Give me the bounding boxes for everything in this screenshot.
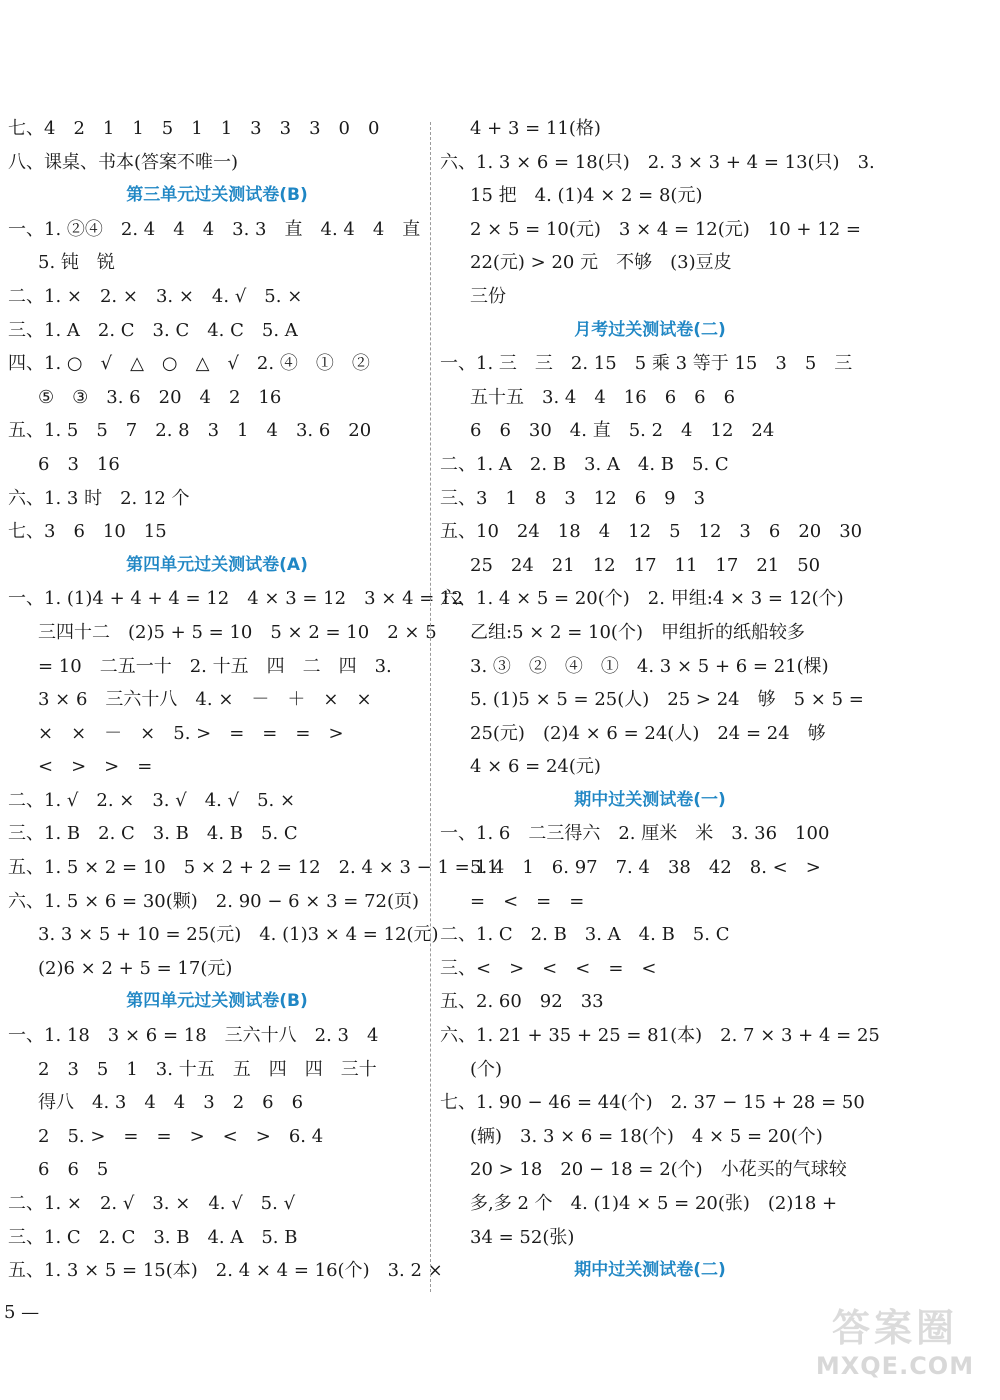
section-heading: 第三单元过关测试卷(B) [126, 185, 308, 206]
answer-line: 2 3 5 1 3. 十五 五 四 四 三十 [38, 1058, 377, 1080]
answer-line: 34 = 52(张) [470, 1226, 575, 1248]
answer-line: 5. 4 1 6. 97 7. 4 38 42 8. < > [470, 857, 821, 879]
answer-line: 一、1. 三 三 2. 15 5 乘 3 等于 15 3 5 三 [440, 353, 853, 375]
answer-line: 15 把 4. (1)4 × 2 = 8(元) [470, 185, 703, 207]
answer-line: 6 3 16 [38, 453, 120, 475]
answer-line: 2 × 5 = 10(元) 3 × 4 = 12(元) 10 + 12 = [470, 218, 861, 240]
answer-line: 六、1. 5 × 6 = 30(颗) 2. 90 − 6 × 3 = 72(页) [8, 890, 420, 912]
answer-line: 五、1. 5 × 2 = 10 5 × 2 + 2 = 12 2. 4 × 3 − 1 = 11 [8, 857, 499, 879]
answer-line: (个) [470, 1058, 503, 1080]
answer-line: 得八 4. 3 4 4 3 2 6 6 [38, 1092, 304, 1114]
section-heading: 期中过关测试卷(一) [574, 789, 726, 810]
answer-line: 六、1. 21 + 35 + 25 = 81(本) 2. 7 × 3 + 4 = 25 [440, 1025, 880, 1047]
answer-line: 一、1. 18 3 × 6 = 18 三六十八 2. 3 4 [8, 1025, 379, 1047]
answer-line: 四、1. ○ √ △ ○ △ √ 2. ④ ① ② [8, 353, 370, 375]
answer-line: 五、10 24 18 4 12 5 12 3 6 20 30 [440, 521, 863, 543]
answer-line: 三、3 1 8 3 12 6 9 3 [440, 487, 706, 509]
watermark-site-text: MXQE.COM [815, 1352, 975, 1380]
answer-line: 一、1. 6 二三得六 2. 厘米 米 3. 36 100 [440, 823, 830, 845]
answer-line: 七、3 6 10 15 [8, 521, 167, 543]
answer-line: 4 + 3 = 11(格) [470, 118, 601, 139]
answer-line: 5. 钝 锐 [38, 252, 115, 274]
answer-line: 25(元) (2)4 × 6 = 24(人) 24 = 24 够 [470, 722, 826, 744]
answer-line: 乙组:5 × 2 = 10(个) 甲组折的纸船较多 [470, 621, 805, 643]
answer-line: 三、1. C 2. C 3. B 4. A 5. B [8, 1226, 298, 1248]
answer-line: 一、1. (1)4 + 4 + 4 = 12 4 × 3 = 12 3 × 4 = 12 [8, 588, 463, 610]
answer-line: 5. (1)5 × 5 = 25(人) 25 > 24 够 5 × 5 = [470, 689, 864, 711]
answer-line: 三、1. A 2. C 3. C 4. C 5. A [8, 319, 298, 341]
watermark-logo-text: 答案圈 [831, 1306, 958, 1350]
answer-line: 二、1. × 2. √ 3. × 4. √ 5. √ [8, 1193, 296, 1214]
answer-line: 6 6 30 4. 直 5. 2 4 12 24 [470, 420, 775, 442]
answer-line: 六、1. 3 × 6 = 18(只) 2. 3 × 3 + 4 = 13(只) 3. [440, 151, 875, 173]
answer-line: 六、1. 3 时 2. 12 个 [8, 487, 190, 509]
answer-line: 八、课桌、书本(答案不唯一) [8, 151, 239, 173]
answer-line: 二、1. × 2. × 3. × 4. √ 5. × [8, 285, 303, 307]
answer-line: (2)6 × 2 + 5 = 17(元) [38, 957, 233, 979]
answer-line: 七、1. 90 − 46 = 44(个) 2. 37 − 15 + 28 = 50 [440, 1092, 865, 1114]
answer-line: 4 × 6 = 24(元) [470, 756, 601, 778]
answer-line: ⑤ ③ 3. 6 20 4 2 16 [38, 386, 282, 408]
answer-line: 25 24 21 12 17 11 17 21 50 [470, 554, 821, 576]
answer-line: 五、1. 5 5 7 2. 8 3 1 4 3. 6 20 [8, 420, 372, 442]
answer-line: 一、1. ②④ 2. 4 4 4 3. 3 直 4. 4 4 直 [8, 218, 421, 240]
answer-line: × × － × 5. > = = = > [38, 722, 344, 744]
right-column [440, 112, 880, 1288]
watermark-logo [800, 1305, 990, 1395]
answer-line: < > > = [38, 756, 153, 778]
section-heading: 月考过关测试卷(二) [574, 319, 726, 340]
answer-line: 3 × 6 三六十八 4. × － ＋ × × [38, 689, 372, 711]
answer-line: 三、1. B 2. C 3. B 4. B 5. C [8, 823, 298, 845]
answer-line: 22(元) > 20 元 不够 (3)豆皮 [470, 252, 732, 274]
answer-line: = < = = [470, 890, 585, 912]
page-number: 5 — [4, 1302, 40, 1323]
answer-line: 五、2. 60 92 33 [440, 991, 604, 1013]
answer-line: 五十五 3. 4 4 16 6 6 6 [470, 386, 736, 408]
answer-line: 六、1. 4 × 5 = 20(个) 2. 甲组:4 × 3 = 12(个) [440, 588, 844, 610]
answer-line: 20 > 18 20 − 18 = 2(个) 小花买的气球较 [470, 1159, 847, 1181]
answer-line: 二、1. √ 2. × 3. √ 4. √ 5. × [8, 789, 296, 811]
answer-line: 6 6 5 [38, 1159, 109, 1181]
section-heading: 第四单元过关测试卷(B) [126, 991, 308, 1012]
column-divider [430, 122, 431, 1292]
answer-line: = 10 二五一十 2. 十五 四 二 四 3. [38, 655, 392, 677]
answer-line: 三、< > < < = < [440, 957, 657, 979]
answer-line: (辆) 3. 3 × 6 = 18(个) 4 × 5 = 20(个) [470, 1125, 823, 1147]
answer-line: 3. 3 × 5 + 10 = 25(元) 4. (1)3 × 4 = 12(元) [38, 924, 439, 946]
answer-line: 3. ③ ② ④ ① 4. 3 × 5 + 6 = 21(棵) [470, 655, 829, 677]
answer-line: 七、4 2 1 1 5 1 1 3 3 3 0 0 [8, 118, 380, 139]
section-heading: 期中过关测试卷(二) [574, 1260, 726, 1281]
answer-line: 二、1. C 2. B 3. A 4. B 5. C [440, 924, 730, 946]
answer-line: 五、1. 3 × 5 = 15(本) 2. 4 × 4 = 16(个) 3. 2 × [8, 1260, 443, 1282]
answer-line: 三份 [470, 285, 506, 307]
answer-line: 多,多 2 个 4. (1)4 × 5 = 20(张) (2)18 + [470, 1193, 838, 1214]
section-heading: 第四单元过关测试卷(A) [126, 554, 308, 575]
answer-line: 三四十二 (2)5 + 5 = 10 5 × 2 = 10 2 × 5 [38, 621, 437, 643]
answer-line: 2 5. > = = > < > 6. 4 [38, 1125, 324, 1147]
answer-line: 二、1. A 2. B 3. A 4. B 5. C [440, 453, 729, 475]
